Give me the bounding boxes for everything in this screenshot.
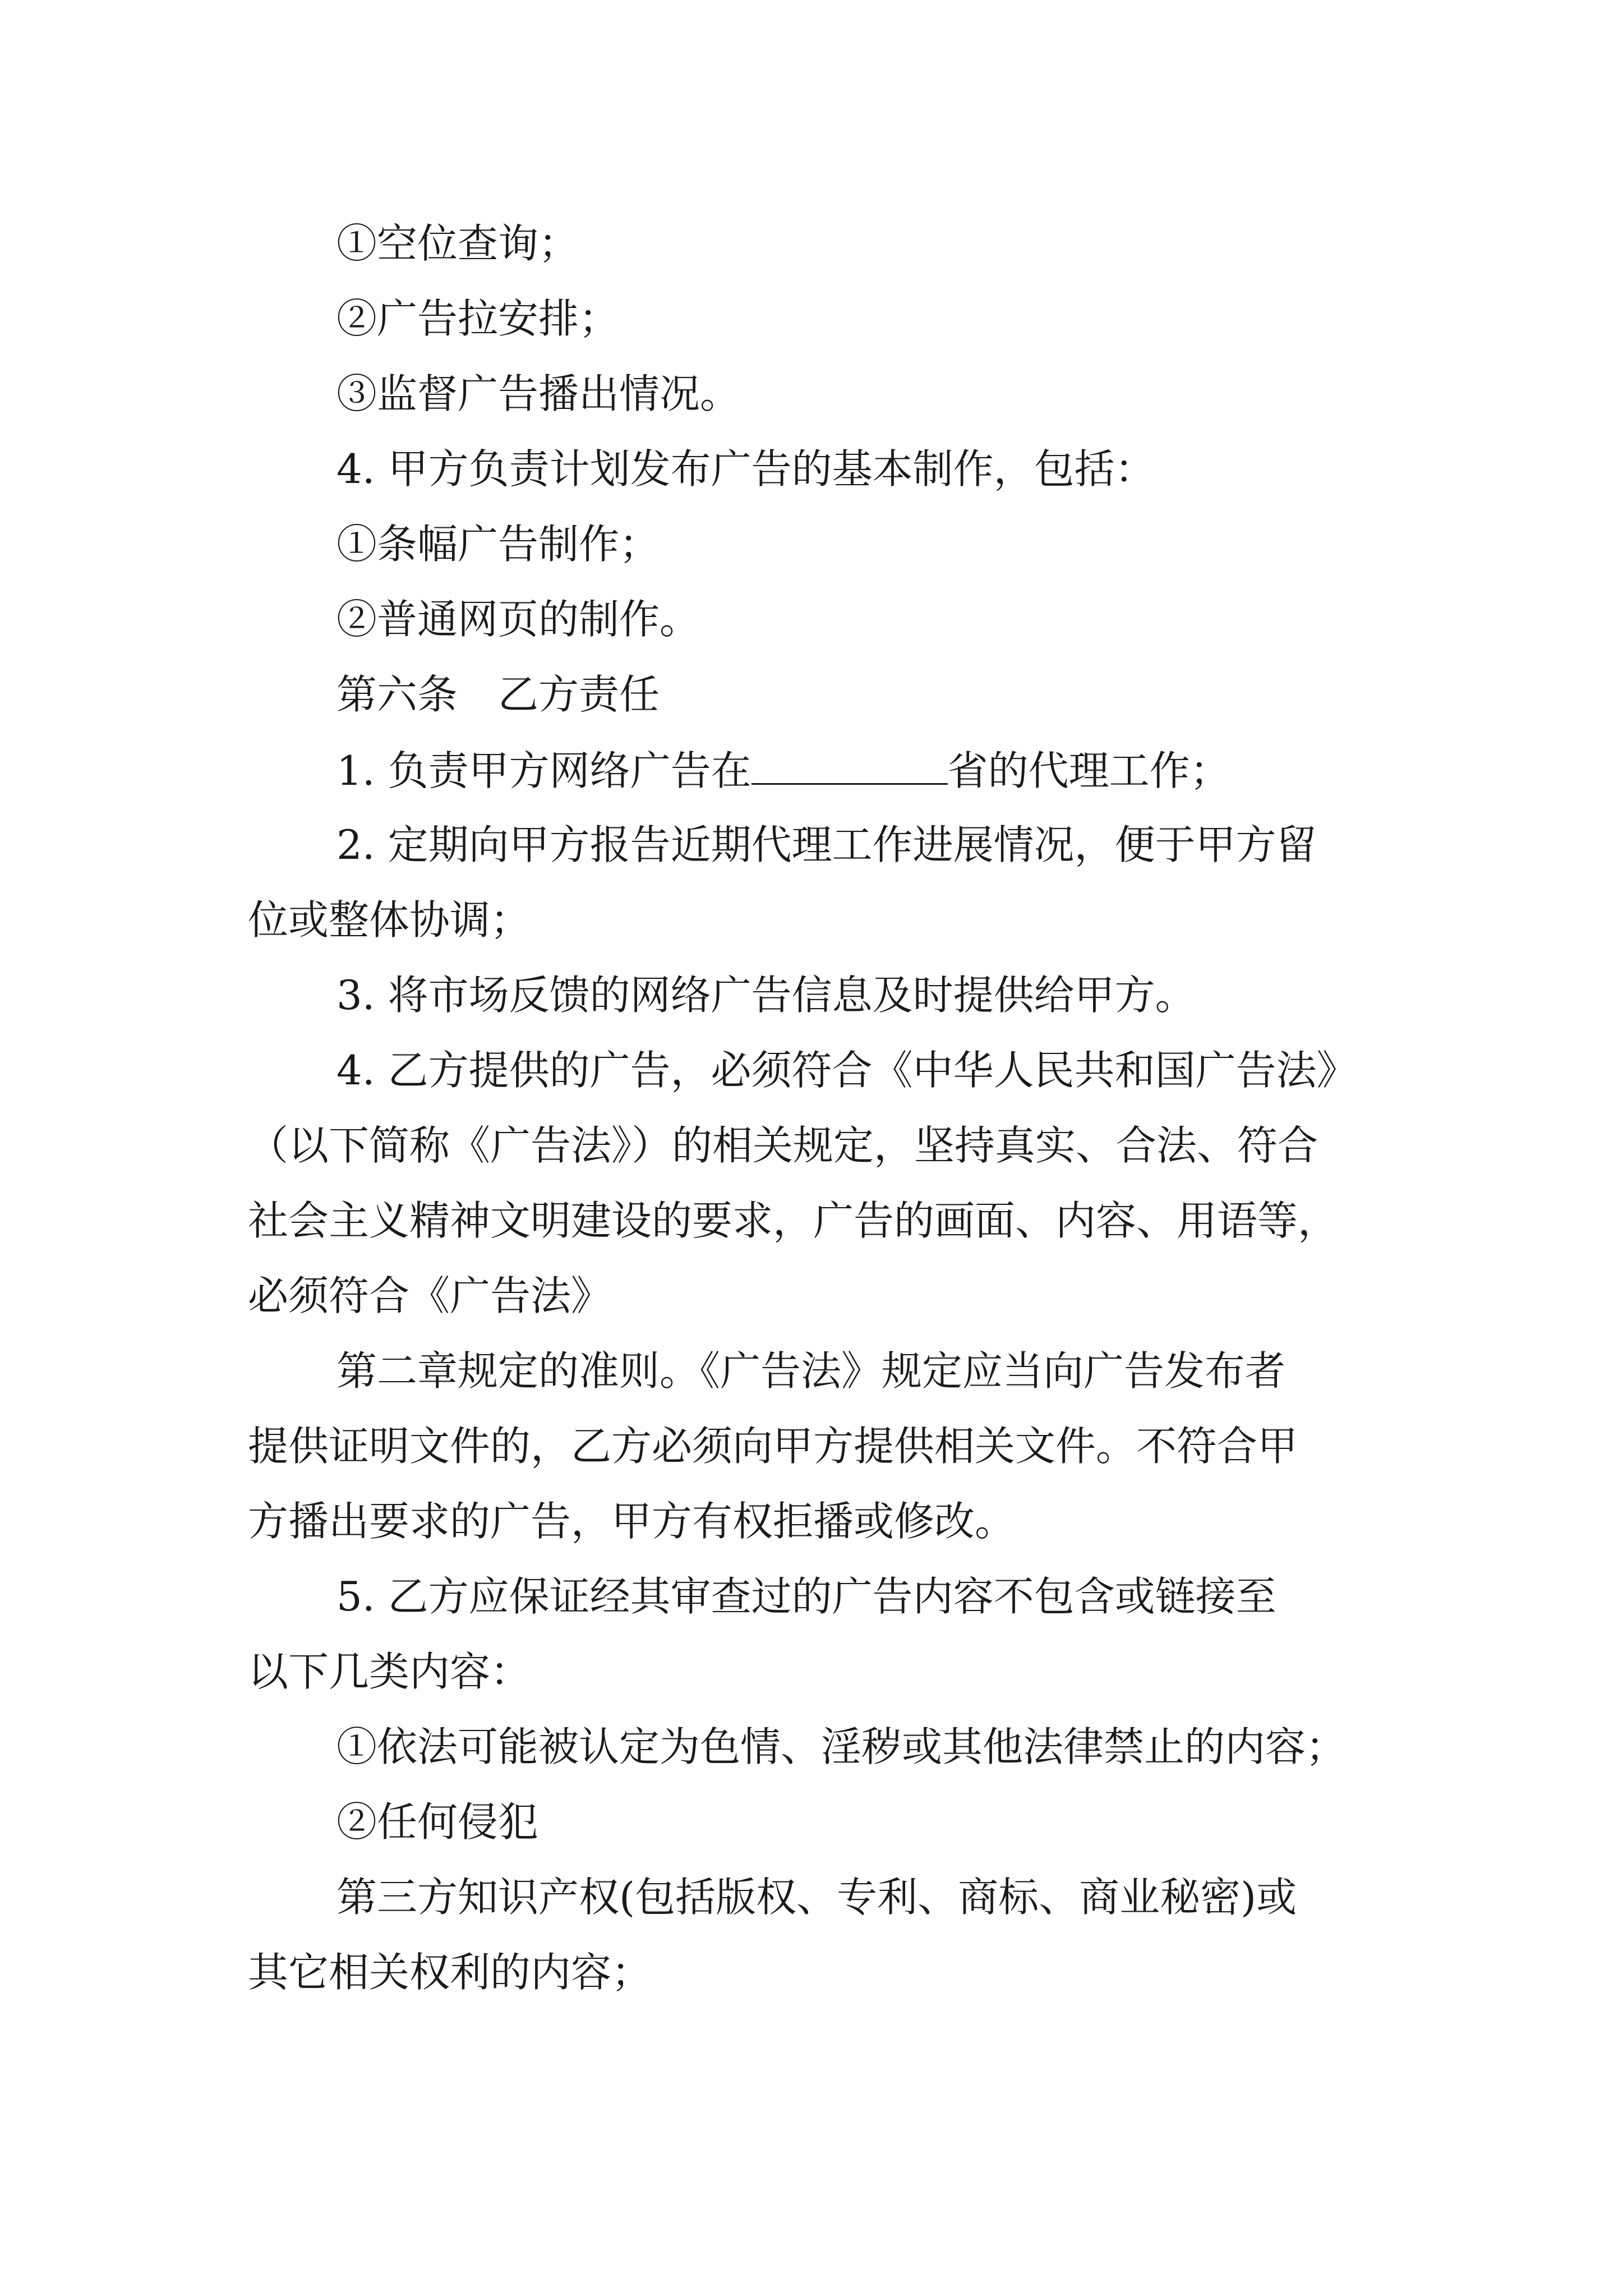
clause-ad-compliance-cont-2: 社会主义精神文明建设的要求，广告的画面、内容、用语等， <box>248 1197 1339 1244</box>
list-item-ad-arrangement: ②广告拉安排； <box>336 295 620 342</box>
clause-agency-province <box>336 747 1230 794</box>
clause-agency-text-end: 省的代理工作； <box>947 747 1230 794</box>
clause-ad-compliance-cont-1: （以下简称《广告法》）的相关规定，坚持真实、合法、符合 <box>248 1122 1318 1169</box>
clause-market-feedback: 3. 将市场反馈的网络广告信息及时提供给甲方。 <box>336 972 1196 1019</box>
province-blank-field <box>751 749 948 785</box>
list-item-webpage-production: ②普通网页的制作。 <box>336 596 700 643</box>
list-item-banner-production: ①条幅广告制作； <box>336 521 660 568</box>
clause-ad-compliance-cont-3: 必须符合《广告法》 <box>248 1272 612 1319</box>
clause-report-progress: 2. 定期向甲方报告近期代理工作进展情况，便于甲方留 <box>336 821 1317 868</box>
list-item-illegal-content: ①依法可能被认定为色情、淫秽或其他法律禁止的内容； <box>336 1723 1347 1770</box>
clause-content-guarantee: 5. 乙方应保证经其审查过的广告内容不包含或链接至 <box>336 1573 1276 1620</box>
clause-ad-compliance: 4. 乙方提供的广告，必须符合《中华人民共和国广告法》 <box>336 1047 1357 1094</box>
clause-chapter-two-cont-2: 方播出要求的广告，甲方有权拒播或修改。 <box>248 1498 1016 1545</box>
clause-chapter-two-cont-1: 提供证明文件的，乙方必须向甲方提供相关文件。不符合甲 <box>248 1423 1298 1470</box>
list-item-infringement: ②任何侵犯 <box>336 1798 539 1846</box>
list-item-infringement-cont-1: 第三方知识产权(包括版权、专利、商标、商业秘密)或 <box>336 1874 1297 1921</box>
list-item-vacancy-query: ①空位查询； <box>336 220 579 267</box>
clause-content-guarantee-cont: 以下几类内容： <box>248 1648 531 1695</box>
list-item-infringement-cont-2: 其它相关权利的内容； <box>248 1949 652 1996</box>
clause-report-progress-cont: 位或整体协调； <box>248 896 531 944</box>
clause-chapter-two: 第二章规定的准则。《广告法》规定应当向广告发布者 <box>336 1347 1286 1395</box>
article-heading-party-b: 第六条 乙方责任 <box>336 671 660 718</box>
clause-party-a-production: 4. 甲方负责计划发布广告的基本制作，包括： <box>336 445 1155 493</box>
list-item-supervise-broadcast: ③监督广告播出情况。 <box>336 370 741 417</box>
clause-agency-text-start: 1. 负责甲方网络广告在 <box>336 747 751 794</box>
